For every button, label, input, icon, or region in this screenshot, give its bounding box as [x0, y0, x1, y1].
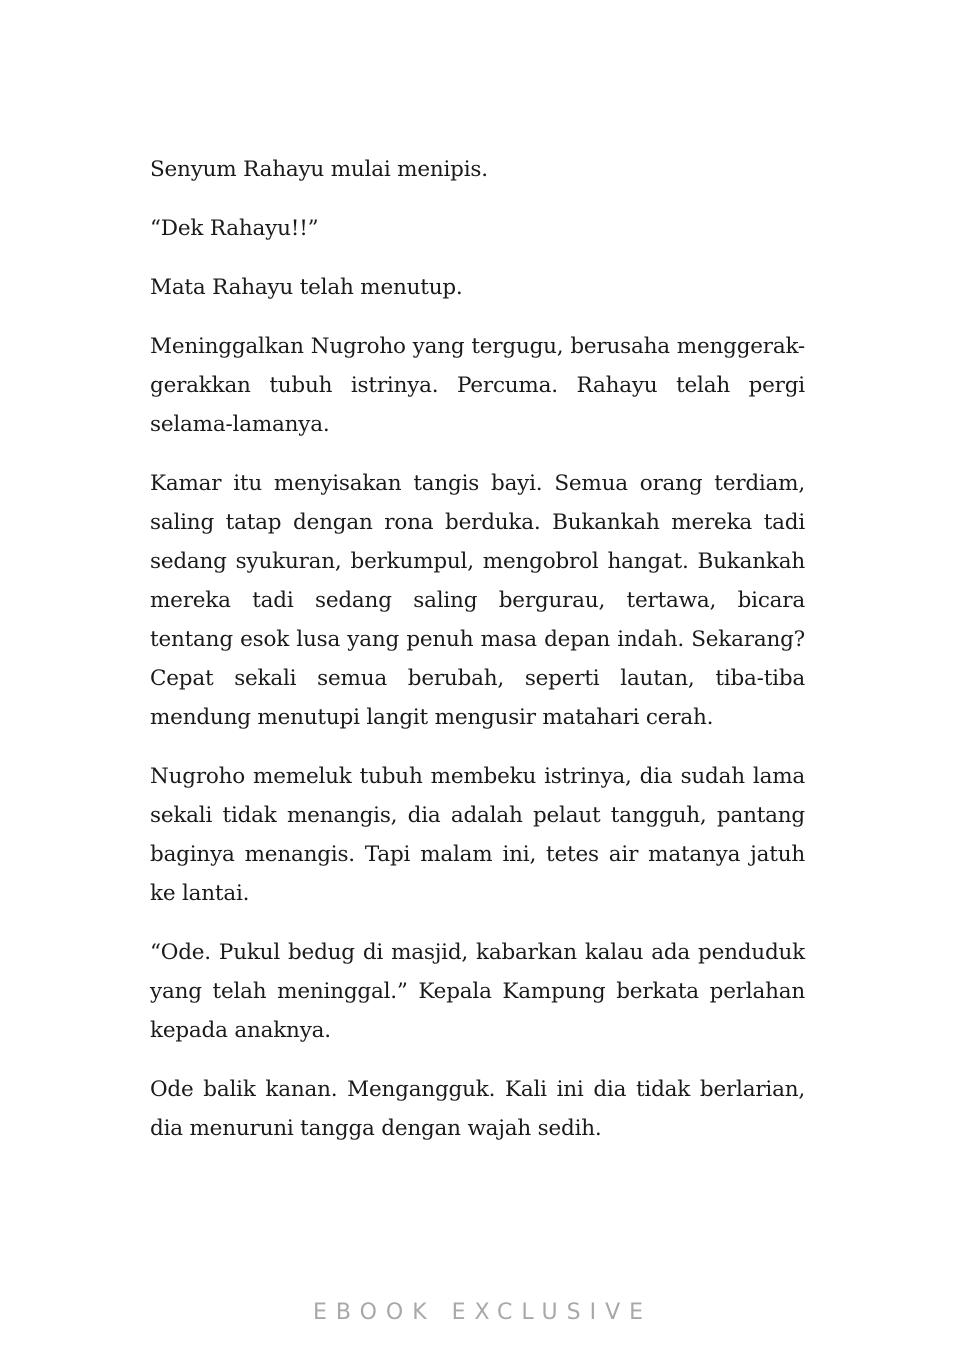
page-footer: EBOOK EXCLUSIVE [312, 1300, 653, 1325]
paragraph-7: “Ode. Pukul bedug di masjid, kabarkan kalau ada penduduk yang telah meninggal.” Kepala Kampung berkata perlahan kepada anaknya. [150, 940, 805, 1043]
paragraph-8: Ode balik kanan. Mengangguk. Kali ini dia tidak berlarian, dia menuruni tangga dengan wajah sedih. [150, 1077, 805, 1141]
paragraph-5: Kamar itu menyisakan tangis bayi. Semua orang terdiam, saling tatap dengan rona berduka. Bukankah mereka tadi sedang syukuran, berkumpul, mengobrol hangat. Bukankah mereka tadi sedang saling bergurau, tertawa, bicara tentang esok lusa yang penuh masa depan indah. Sekarang? Cepat sekali semua berubah, seperti lautan, tiba-tiba mendung menutupi langit mengusir matahari cerah. [150, 471, 805, 730]
page-body [150, 150, 805, 1168]
paragraph-6: Nugroho memeluk tubuh membeku istrinya, dia sudah lama sekali tidak menangis, dia adalah pelaut tangguh, pantang baginya menangis. Tapi malam ini, tetes air matanya jatuh ke lantai. [150, 764, 805, 906]
paragraph-3: Mata Rahayu telah menutup. [150, 275, 463, 300]
paragraph-2: “Dek Rahayu!!” [150, 216, 319, 241]
paragraph-4: Meninggalkan Nugroho yang tergugu, berusaha menggerak-gerakkan tubuh istrinya. Percuma. Rahayu telah pergi selama-lamanya. [150, 334, 805, 437]
paragraph-1: Senyum Rahayu mulai menipis. [150, 157, 488, 182]
